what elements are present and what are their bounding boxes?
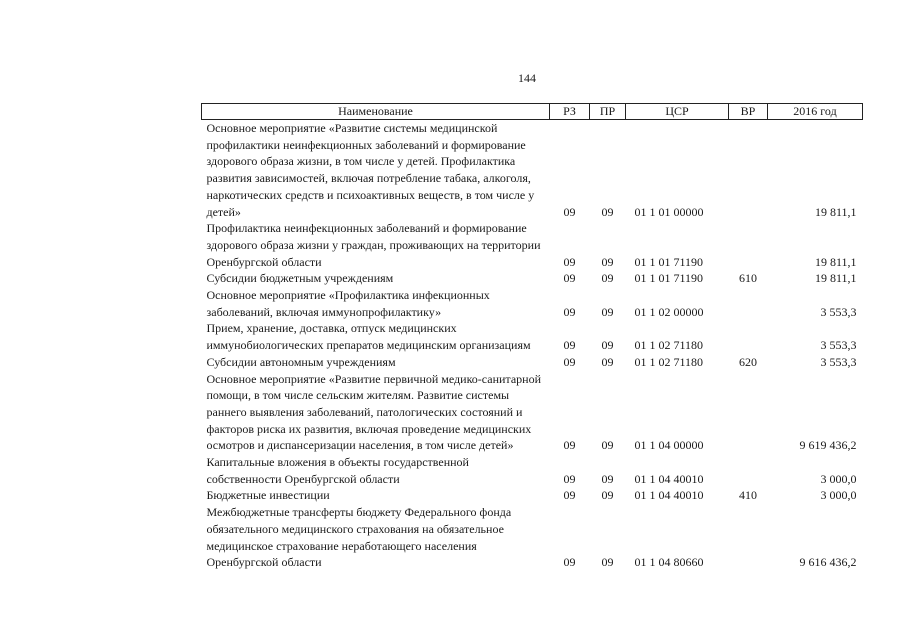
row-vr: 610 — [739, 271, 757, 286]
row-rz: 09 — [563, 254, 576, 269]
row-amount: 19 811,1 — [814, 254, 857, 269]
table-row — [202, 220, 863, 270]
table-row — [202, 504, 863, 571]
row-amount: 19 811,1 — [814, 204, 857, 219]
table-body — [202, 120, 863, 571]
table-row — [202, 287, 863, 320]
row-rz: 09 — [563, 204, 576, 219]
header-pr: ПР — [590, 104, 626, 120]
table-row — [202, 454, 863, 487]
row-csr: 01 1 04 40010 — [634, 488, 704, 503]
row-rz: 09 — [563, 271, 576, 286]
row-vr — [729, 371, 768, 455]
row-rz: 09 — [563, 354, 576, 369]
row-pr: 09 — [601, 204, 614, 219]
row-vr — [729, 220, 768, 270]
row-name: Прием, хранение, доставка, отпуск медицинских иммунобиологических препаратов медицинским организациям — [206, 321, 531, 353]
row-amount: 9 616 436,2 — [799, 555, 857, 570]
row-rz: 09 — [563, 438, 576, 453]
table-row — [202, 320, 863, 353]
row-amount: 3 553,3 — [820, 354, 857, 369]
row-pr: 09 — [601, 555, 614, 570]
header-year: 2016 год — [768, 104, 863, 120]
row-pr: 09 — [601, 438, 614, 453]
row-csr: 01 1 01 71190 — [634, 254, 704, 269]
row-vr: 620 — [739, 354, 757, 369]
table-row — [202, 354, 863, 371]
row-vr — [729, 320, 768, 353]
row-vr: 410 — [739, 488, 757, 503]
table-row — [202, 270, 863, 287]
table-header — [202, 104, 863, 120]
row-pr: 09 — [601, 254, 614, 269]
row-pr: 09 — [601, 471, 614, 486]
row-csr: 01 1 04 40010 — [634, 471, 704, 486]
row-name: Основное мероприятие «Развитие системы медицинской профилактики неинфекционных заболеваний и формирование здорового образа жизни, в том числе у детей. Профилактика развития зависимостей, включая потребление табака, алкоголя, наркотических средств и психоактивных веществ, в том числе у детей» — [206, 121, 535, 219]
row-rz: 09 — [563, 555, 576, 570]
page-number: 144 — [518, 71, 536, 85]
table-row — [202, 120, 863, 221]
row-pr: 09 — [601, 338, 614, 353]
header-csr: ЦСР — [626, 104, 729, 120]
row-name: Субсидии бюджетным учреждениям — [206, 271, 394, 286]
row-pr: 09 — [601, 304, 614, 319]
row-rz: 09 — [563, 304, 576, 319]
row-pr: 09 — [601, 488, 614, 503]
row-amount: 3 553,3 — [820, 338, 857, 353]
row-name: Основное мероприятие «Профилактика инфекционных заболеваний, включая иммунопрофилактику» — [206, 288, 490, 319]
row-name: Профилактика неинфекционных заболеваний и формирование здорового образа жизни у граждан, проживающих на территории Оренбургской области — [206, 221, 541, 269]
header-name: Наименование — [202, 104, 550, 120]
row-csr: 01 1 02 71180 — [634, 354, 704, 369]
row-vr — [729, 287, 768, 320]
row-csr: 01 1 01 71190 — [634, 271, 704, 286]
table-header-row — [202, 104, 863, 120]
header-rz: РЗ — [550, 104, 590, 120]
row-rz: 09 — [563, 488, 576, 503]
row-amount: 3 000,0 — [820, 471, 857, 486]
budget-table — [201, 103, 863, 571]
row-name: Капитальные вложения в объекты государственной собственности Оренбургской области — [206, 455, 469, 486]
row-name: Межбюджетные трансферты бюджету Федерального фонда обязательного медицинского страхования на обязательное медицинское страхование неработающего населения Оренбургской области — [206, 505, 512, 570]
row-name: Бюджетные инвестиции — [206, 488, 330, 503]
row-csr: 01 1 02 71180 — [634, 338, 704, 353]
row-name: Основное мероприятие «Развитие первичной медико-санитарной помощи, в том числе сельским жителям. Развитие системы раннего выявления заболеваний, патологических состояний и факторов риска их развития, включая проведение медицинских осмотров и диспансеризации населения, в том числе детей» — [206, 371, 541, 453]
row-vr — [729, 120, 768, 221]
table-row — [202, 371, 863, 455]
row-amount: 19 811,1 — [814, 271, 857, 286]
table-row — [202, 487, 863, 504]
row-pr: 09 — [601, 354, 614, 369]
row-csr: 01 1 04 00000 — [634, 438, 704, 453]
header-vr: ВР — [729, 104, 768, 120]
row-vr — [729, 504, 768, 571]
row-csr: 01 1 02 00000 — [634, 304, 704, 319]
row-csr: 01 1 04 80660 — [634, 555, 704, 570]
row-pr: 09 — [601, 271, 614, 286]
row-amount: 9 619 436,2 — [799, 438, 857, 453]
row-vr — [729, 454, 768, 487]
row-csr: 01 1 01 00000 — [634, 204, 704, 219]
row-rz: 09 — [563, 471, 576, 486]
row-rz: 09 — [563, 338, 576, 353]
row-amount: 3 553,3 — [820, 304, 857, 319]
row-name: Субсидии автономным учреждениям — [206, 354, 396, 369]
row-amount: 3 000,0 — [820, 488, 857, 503]
